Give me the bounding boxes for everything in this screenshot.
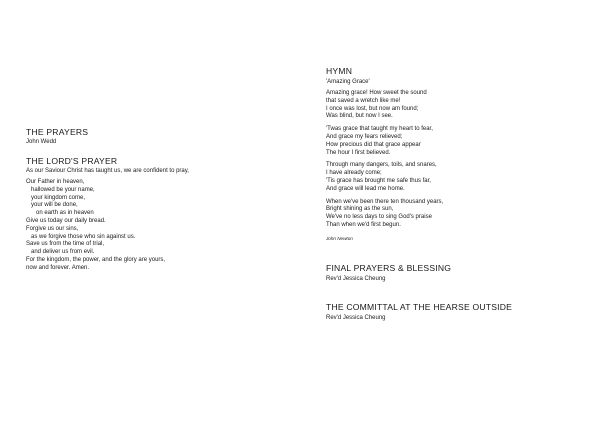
hymn-title: 'Amazing Grace'	[326, 79, 370, 85]
hymn-line: I have already come;	[326, 170, 382, 177]
final-prayers-leader: Rev'd Jessica Cheung	[326, 275, 386, 282]
hymn-line: And grace will lead me home.	[326, 185, 405, 192]
right-page	[300, 0, 600, 425]
hymn-line: And grace my fears relieved;	[326, 133, 403, 140]
hymn-line: Was blind, but now I see.	[326, 113, 393, 120]
hymn-verse-1	[326, 90, 576, 121]
prayer-line: Save us from the time of trial,	[26, 241, 105, 248]
hymn-line: I once was lost, but now am found;	[326, 105, 419, 112]
prayer-line: as we forgive those who sin against us.	[26, 233, 136, 240]
right-column	[326, 66, 576, 321]
prayers-heading: THE PRAYERS	[26, 127, 89, 137]
prayer-line: Forgive us our sins,	[26, 225, 79, 232]
lords-prayer-heading: THE LORD'S PRAYER	[26, 156, 118, 166]
prayer-line: on earth as in heaven	[26, 210, 94, 217]
hymn-line: Than when we'd first begun.	[326, 221, 401, 228]
committal-section	[326, 302, 576, 321]
committal-leader: Rev'd Jessica Cheung	[326, 314, 386, 321]
lords-prayer-section	[26, 156, 276, 273]
prayer-line: your will be done,	[26, 202, 78, 209]
hymn-line: that saved a wretch like me!	[326, 97, 401, 104]
lords-prayer-text	[26, 179, 276, 273]
hymn-verse-3	[326, 162, 576, 193]
prayer-line: hallowed be your name,	[26, 186, 95, 193]
hymn-line: We've no less days to sing God's praise	[326, 214, 432, 221]
hymn-section	[326, 66, 576, 241]
final-prayers-section	[326, 263, 576, 282]
prayer-line: For the kingdom, the power, and the glory are yours,	[26, 256, 166, 263]
committal-heading: THE COMMITTAL AT THE HEARSE OUTSIDE	[326, 301, 513, 312]
lords-prayer-intro: As our Saviour Christ has taught us, we are confident to pray,	[26, 168, 189, 174]
hymn-author: John Newton	[326, 235, 353, 241]
hymn-line: When we've been there ten thousand years,	[326, 198, 444, 205]
final-prayers-heading: FINAL PRAYERS & BLESSING	[326, 262, 452, 273]
prayer-line: Give us today our daily bread.	[26, 217, 106, 224]
hymn-line: How precious did that grace appear	[326, 141, 421, 148]
hymn-verse-4	[326, 199, 576, 230]
hymn-line: 'Twas grace that taught my heart to fear,	[326, 126, 433, 133]
prayer-line: now and forever. Amen.	[26, 264, 90, 271]
prayer-line: your kingdom come,	[26, 194, 86, 201]
hymn-verse-2	[326, 126, 576, 157]
hymn-line: 'Tis grace has brought me safe thus far,	[326, 177, 431, 184]
hymn-line: The hour I first believed.	[326, 149, 391, 156]
hymn-line: Amazing grace! How sweet the sound	[326, 90, 427, 96]
hymn-heading: HYMN	[326, 66, 353, 76]
left-column	[26, 127, 276, 273]
prayer-line: and deliver us from evil.	[26, 249, 95, 256]
prayers-section	[26, 127, 276, 145]
prayers-leader: John Wedd	[26, 139, 57, 145]
prayer-line: Our Father in heaven,	[26, 179, 85, 185]
hymn-line: Through many dangers, toils, and snares,	[326, 162, 437, 169]
hymn-line: Bright shining as the sun,	[326, 206, 394, 213]
